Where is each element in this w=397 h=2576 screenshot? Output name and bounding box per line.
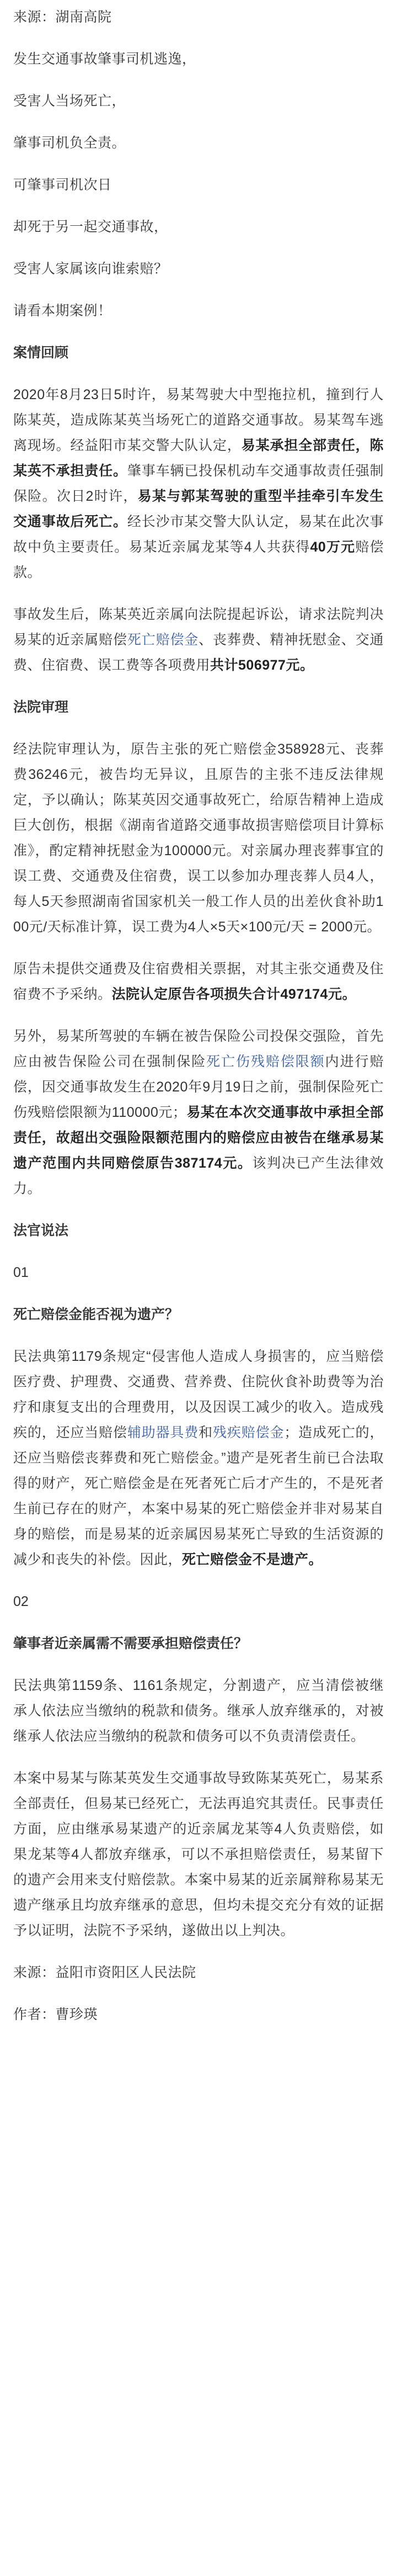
answer-paragraph: 本案中易某与陈某英发生交通事故导致陈某英死亡，易某系全部责任，但易某已经死亡，无法再追究其责任。民事责任方面，应由继承易某遗产的近亲属龙某等4人负责赔偿，如果龙某等4人都放弃继承，可以不承担赔偿责任，易某留下的遗产会用来支付赔偿款。本案中易某的近亲属辩称易某无遗产继承且均放弃继承的意思，但均未提交充分有效的证据予以证明，法院不予采纳，遂做出以上判决。 (13, 1771, 384, 1938)
text-run: 本案中易某的死亡赔偿金并非对易某自身的赔偿，而是易某的近亲属因易某死亡导致的生活资源的减少和丧失的补偿。因此， (13, 1501, 384, 1567)
question-title: 死亡赔偿金能否视为遗产？ (13, 1307, 179, 1322)
bold-run: 40万元 (310, 539, 356, 555)
intro-line: 发生交通事故肇事司机逃逸， (13, 51, 196, 67)
text-run: 民法典第1179条规定“侵害他人造成人身损害的，应当赔偿医疗费、护理费、交通费、营养费、住院伙食补助费等为治疗和康复支出的合理费用，以及因误工减少的收入。造成残疾的，还应当赔偿 (13, 1349, 384, 1440)
text-run: 另外，易某所驾驶的车辆在被告保险公司投保交强险，首先应由被告保险公司在强制保险 (13, 1029, 384, 1069)
answer-paragraph (13, 1344, 384, 1572)
intro-line: 可肇事司机次日 (13, 177, 112, 193)
trial-paragraph (13, 1024, 384, 1201)
link-death-disability-limit[interactable]: 死亡伤残赔偿限额 (206, 1054, 325, 1069)
section-title-court-trial: 法院审理 (13, 699, 69, 715)
text-run: 原告未提供交通费及住宿费相关票据，对其主张交通费及住宿费不予采纳。 (13, 961, 384, 1002)
link-assistive-device-fee[interactable]: 辅助器具费 (127, 1425, 199, 1440)
section-title-judge-explains: 法官说法 (13, 1223, 69, 1238)
footer-author: 作者：曹珍瑛 (13, 2007, 98, 2022)
bold-run: 死亡赔偿金不是遗产。 (182, 1552, 323, 1567)
question-title: 肇事者近亲属需不需要承担赔偿责任？ (13, 1636, 248, 1651)
link-death-compensation[interactable]: 死亡赔偿金 (127, 632, 199, 648)
section-title-case-review: 案情回顾 (13, 345, 69, 361)
bold-run: 共计506977元。 (210, 658, 314, 673)
answer-paragraph: 民法典第1159条、1161条规定，分割遗产，应当清偿被继承人依法应当缴纳的税款和债务。继承人放弃继承的，对被继承人依法应当缴纳的税款和债务可以不负责清偿责任。 (13, 1678, 384, 1744)
footer-source: 来源：益阳市资阳区人民法院 (13, 1965, 196, 1980)
bold-run: 易某在本次交通事故中承担全部责任，故超出交强险限额范围内的赔偿应由被告在继承易某遗产范围内共同赔偿原告387174元。 (13, 1105, 384, 1171)
trial-paragraph: 经法院审理认为，原告主张的死亡赔偿金358928元、丧葬费36246元，被告均无异议，且原告的主张不违反法律规定，予以确认；陈某英因交通事故死亡，给原告精神上造成巨大创伤，根据《湖南省道路交通事故损害赔偿项目计算标准》，酌定精神抚慰金为100000元。对亲属办理丧葬事宜的误工费、交通费及住宿费，误工以参加办理丧葬人员4人，每人5天参照湖南省国家机关一般工作人员的出差伙食补助100元/天标准计算，误工费为4人×5天×100元/天 = 2000元。 (13, 741, 384, 935)
trial-paragraph (13, 956, 384, 1007)
text-run: 和 (198, 1425, 213, 1440)
intro-block (13, 46, 384, 324)
text-run: 赔偿款。 (13, 539, 384, 580)
case-review-paragraph (13, 382, 384, 585)
text-run: 肇事车辆已投保机动车交通事故责任强制保险。次日2时许， (13, 463, 384, 504)
link-disability-compensation[interactable]: 残疾赔偿金 (213, 1425, 285, 1440)
text-run: 2020年8月23日5时许，易某驾驶大中型拖拉机，撞到行人陈某英，造成陈某英当场死亡的道路交通事故。易某驾车逃离现场。经益阳市某交警大队认定， (13, 387, 384, 453)
intro-line: 肇事司机负全责。 (13, 135, 126, 151)
text-run: 经长沙市某交警大队认定，易某在此次事故中负主要责任。易某近亲属龙某等4人共获得 (13, 514, 384, 555)
intro-line: 受害人家属该向谁索赔？ (13, 261, 168, 277)
claim-paragraph (13, 602, 384, 678)
question-number: 01 (13, 1265, 29, 1280)
bold-run: 法院认定原告各项损失合计497174元。 (111, 987, 356, 1002)
text-run: 内进行赔偿，因交通事故发生在2020年9月19日之前，强制保险死亡伤残赔偿限额为110000元； (13, 1054, 384, 1120)
source-line: 来源：湖南高院 (13, 9, 112, 25)
question-number: 02 (13, 1594, 29, 1609)
text-run: 、丧葬费、精神抚慰金、交通费、住宿费、误工费等各项费用 (13, 632, 384, 673)
intro-line: 受害人当场死亡， (13, 93, 126, 109)
text-run: 事故发生后，陈某英近亲属向法院提起诉讼，请求法院判决易某的近亲属赔偿 (13, 607, 384, 648)
intro-line: 却死于另一起交通事故， (13, 219, 168, 235)
text-run: 该判决已产生法律效力。 (13, 1156, 384, 1196)
text-run: ；造成死亡的，还应当赔偿丧葬费和死亡赔偿金。”遗产是死者生前已合法取得的财产，死亡赔偿金是在死者死亡后才产生的，不是死者生前已存在的财产， (13, 1425, 384, 1517)
bold-run: 易某承担全部责任，陈某英不承担责任。 (13, 438, 384, 479)
bold-run: 易某与郭某驾驶的重型半挂牵引车发生交通事故后死亡。 (13, 489, 384, 529)
intro-line: 请看本期案例！ (13, 303, 112, 319)
